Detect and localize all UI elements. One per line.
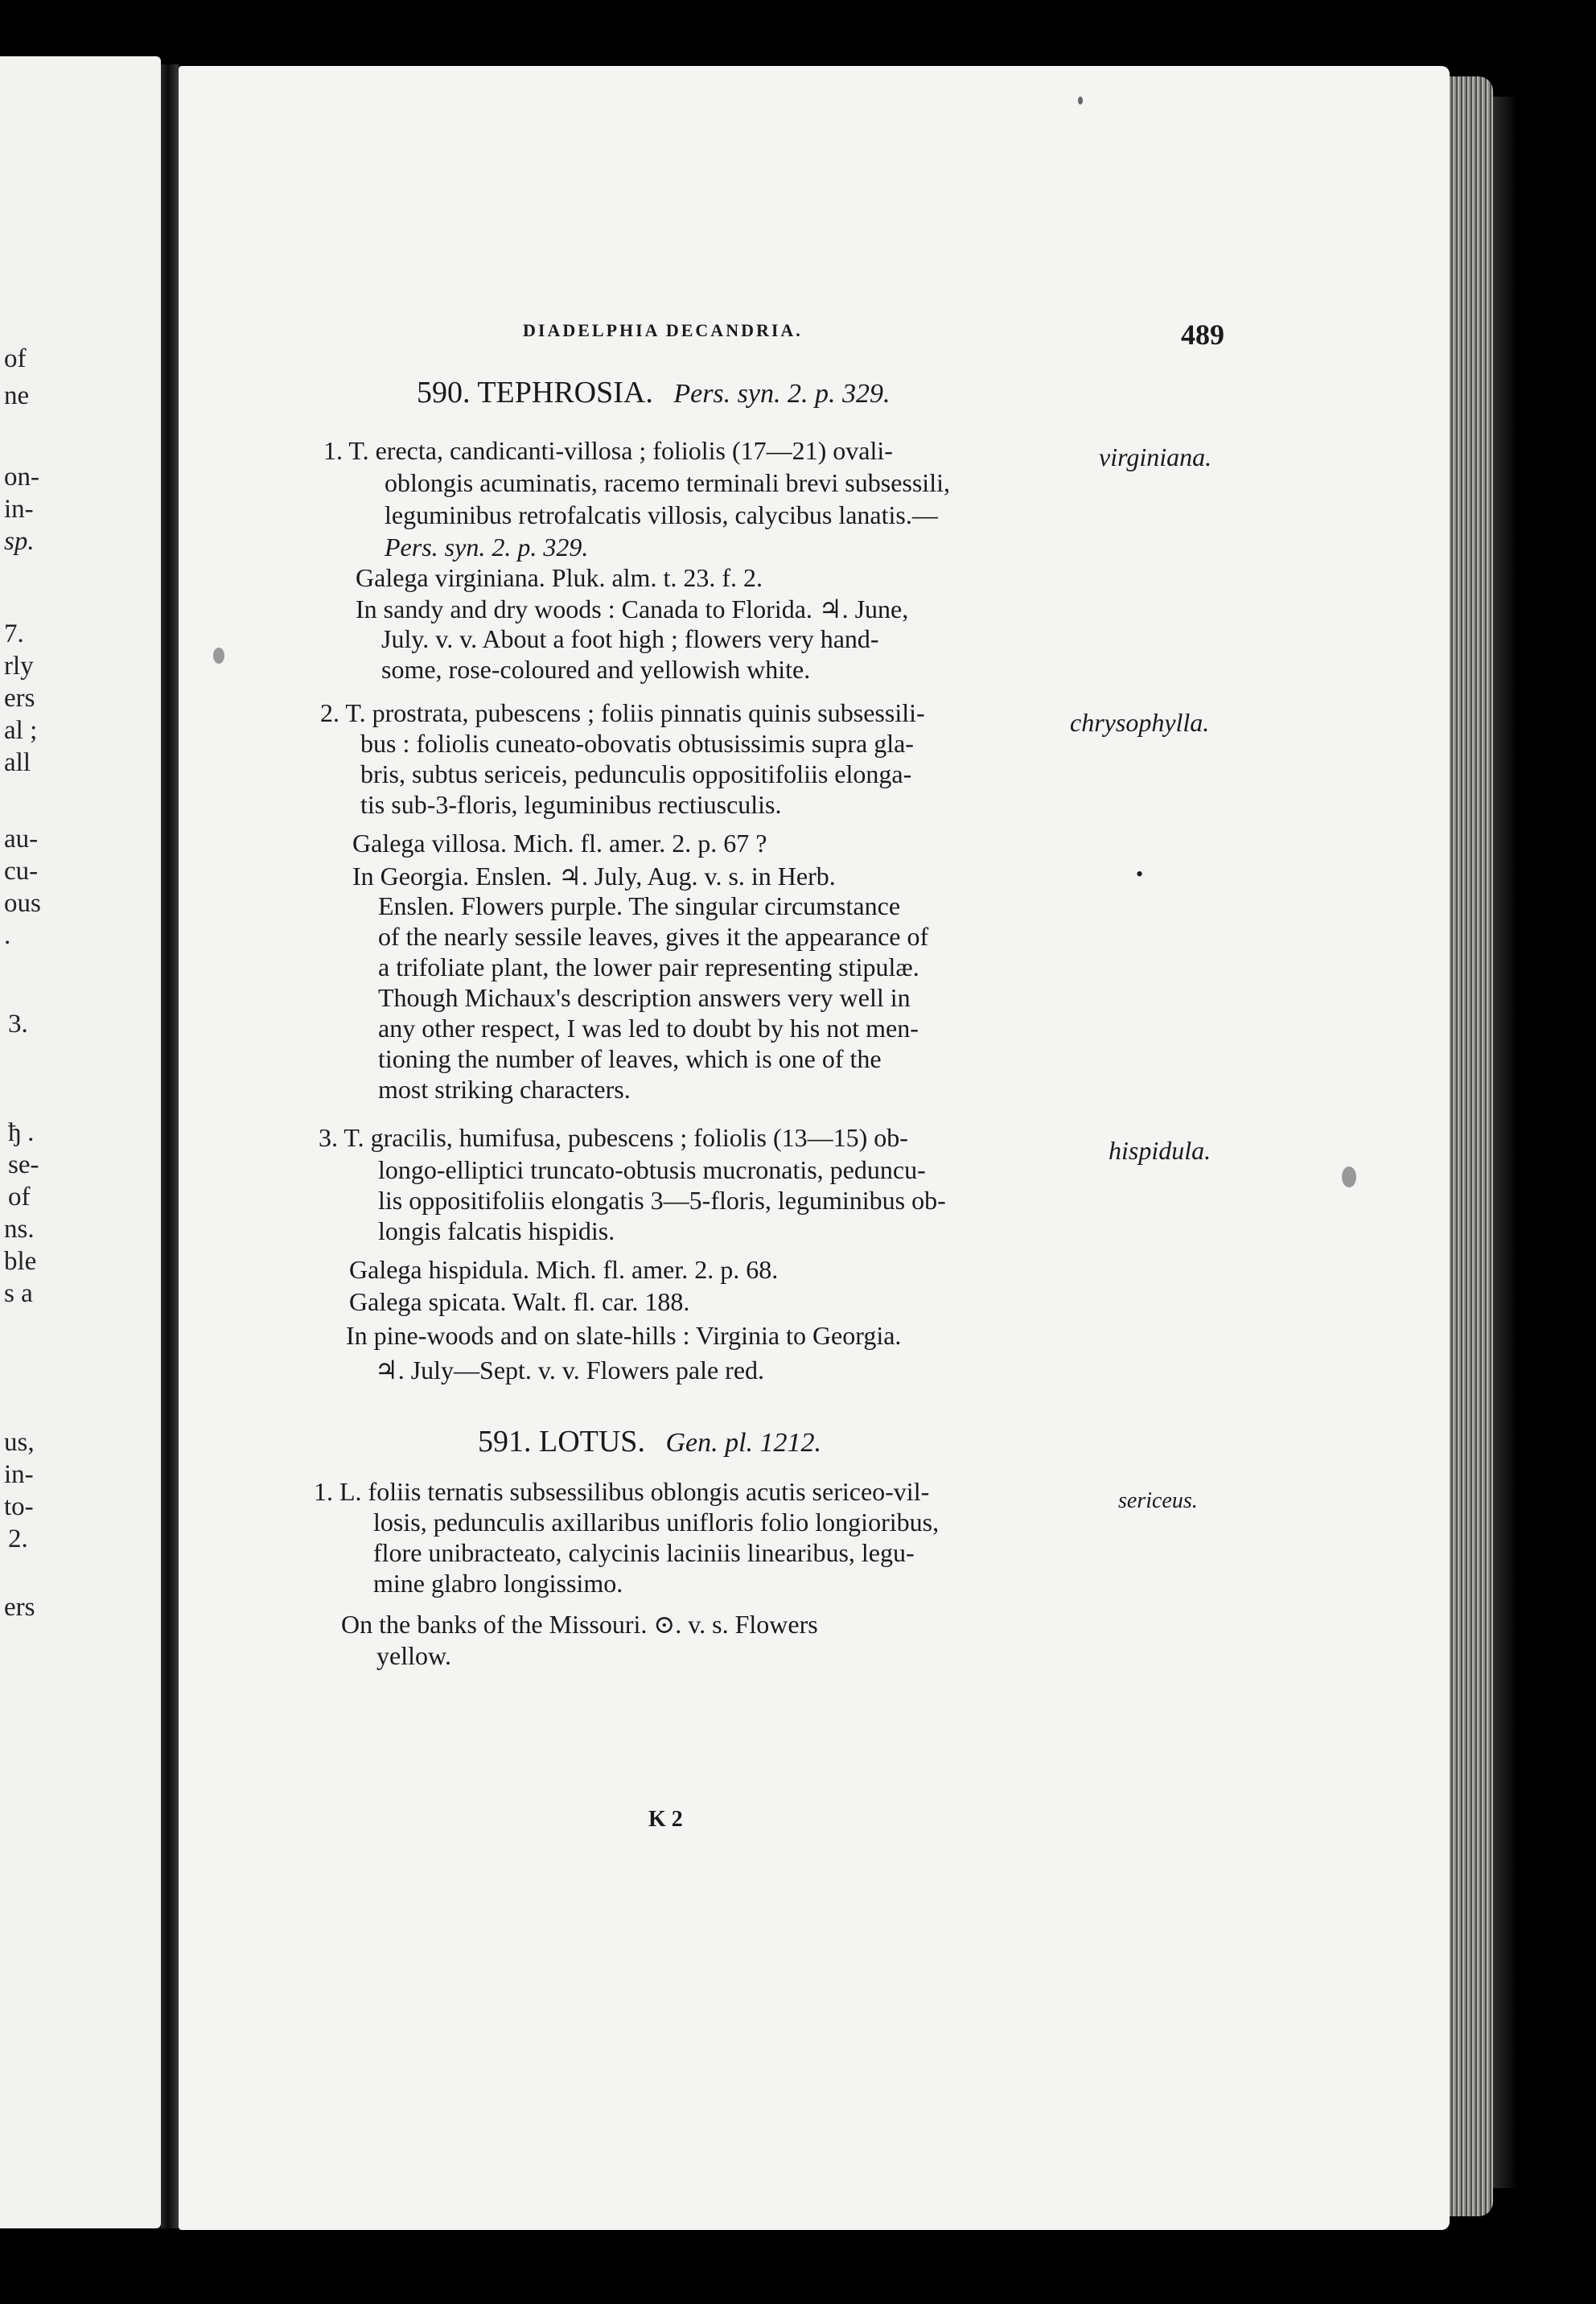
left-fragment: us, [4,1428,35,1457]
species-line: In Georgia. Enslen. ♃. July, Aug. v. s. in Herb. [352,862,836,891]
species-line: losis, pedunculis axillaribus unifloris folio longioribus, [373,1508,940,1537]
species-line: 1. L. foliis ternatis subsessilibus oblongis acutis sericeo-vil- [314,1477,930,1506]
running-title: DIADELPHIA DECANDRIA. [523,320,803,340]
margin-species-name: virginiana. [1099,442,1212,471]
margin-species-name: hispidula. [1109,1136,1211,1165]
species-line: 3. T. gracilis, humifusa, pubescens ; foliolis (13—15) ob- [319,1123,908,1152]
left-fragment: ns. [4,1215,35,1244]
species-line: On the banks of the Missouri. ⊙. v. s. Flowers [341,1610,818,1639]
paper-speck [213,648,224,664]
species-line: any other respect, I was led to doubt by his not men- [378,1014,919,1043]
paper-speck [1078,97,1083,105]
species-line: Though Michaux's description answers very well in [378,983,911,1012]
left-fragment: au- [4,825,39,854]
left-fragment: rly [4,652,34,681]
page-edges [1450,76,1493,2216]
species-line: longo-elliptici truncato-obtusis mucronatis, peduncu- [378,1155,926,1184]
left-fragment: . [4,921,11,950]
species-line: bris, subtus sericeis, pedunculis oppositifoliis elonga- [360,759,912,788]
species-line: ♃. July—Sept. v. v. Flowers pale red. [375,1356,765,1384]
species-line: most striking characters. [378,1075,631,1104]
left-fragment: of [4,344,27,373]
species-line: In pine-woods and on slate-hills : Virginia to Georgia. [346,1321,902,1350]
species-line: July. v. v. About a foot high ; flowers very hand- [381,624,879,653]
species-line: 2. T. prostrata, pubescens ; foliis pinnatis quinis subsessili- [320,698,925,727]
species-line: lis oppositifoliis elongatis 3—5-floris, leguminibus ob- [378,1186,946,1215]
species-line: tioning the number of leaves, which is one of the [378,1044,882,1073]
margin-species-name: sericeus. [1118,1488,1198,1513]
species-line: flore unibracteato, calycinis laciniis linearibus, legu- [373,1538,915,1567]
left-fragment: s a [4,1279,33,1308]
species-line: leguminibus retrofalcatis villosis, calycibus lanatis.— [385,500,938,529]
genus-name: 590. TEPHROSIA. [417,376,653,409]
species-line: tis sub-3-floris, leguminibus rectiusculis. [360,790,782,819]
left-fragment: al ; [4,716,38,745]
left-fragment: sp. [4,527,35,556]
species-line: Enslen. Flowers purple. The singular circumstance [378,891,901,920]
left-fragment: ers [4,1593,35,1622]
species-line: 1. T. erecta, candicanti-villosa ; foliolis (17—21) ovali- [323,436,893,465]
left-fragment: ђ . [8,1118,35,1147]
paper-speck [1342,1166,1356,1187]
margin-species-name: chrysophylla. [1070,708,1210,737]
left-fragment: ers [4,684,35,713]
species-line: oblongis acuminatis, racemo terminali brevi subsessili, [385,468,950,497]
book-cover-edge [1493,97,1517,2188]
species-line: Galega spicata. Walt. fl. car. 188. [349,1287,690,1316]
left-fragment: in- [4,1460,34,1489]
genus-heading [478,1424,821,1459]
species-line: bus : foliolis cuneato-obovatis obtusissimis supra gla- [360,729,914,758]
book-gutter [161,64,179,2228]
species-line: In sandy and dry woods : Canada to Florida. ♃. June, [356,595,909,623]
left-fragment: ous [4,889,41,918]
species-line: Galega hispidula. Mich. fl. amer. 2. p. 68. [349,1255,779,1284]
species-line: Galega villosa. Mich. fl. amer. 2. p. 67 ? [352,829,767,858]
left-fragment: on- [4,463,39,492]
left-fragment: se- [8,1150,39,1179]
species-line: some, rose-coloured and yellowish white. [381,655,811,684]
species-line: mine glabro longissimo. [373,1569,623,1598]
species-line: Galega virginiana. Pluk. alm. t. 23. f. 2. [356,563,763,592]
genus-heading [417,375,891,410]
species-line: Pers. syn. 2. p. 329. [385,533,589,562]
genus-citation: Gen. pl. 1212. [665,1428,822,1458]
left-fragment: in- [4,495,34,524]
species-line: longis falcatis hispidis. [378,1216,615,1245]
margin-mark: • [1136,862,1144,886]
page-number: 489 [1181,319,1224,351]
left-fragment: 2. [8,1524,28,1553]
left-fragment: 7. [4,619,24,648]
left-fragment: 3. [8,1010,28,1039]
left-fragment: of [8,1183,31,1212]
left-fragment: ble [4,1247,37,1276]
left-fragment: ne [4,381,30,410]
genus-citation: Pers. syn. 2. p. 329. [673,379,891,409]
signature-mark: K 2 [648,1807,683,1832]
species-line: a trifoliate plant, the lower pair representing stipulæ. [378,952,919,981]
left-fragment: to- [4,1492,34,1521]
genus-name: 591. LOTUS. [478,1425,645,1459]
left-fragment: cu- [4,857,39,886]
species-line: yellow. [376,1641,452,1670]
species-line: of the nearly sessile leaves, gives it the appearance of [378,922,929,951]
left-fragment: all [4,748,31,777]
